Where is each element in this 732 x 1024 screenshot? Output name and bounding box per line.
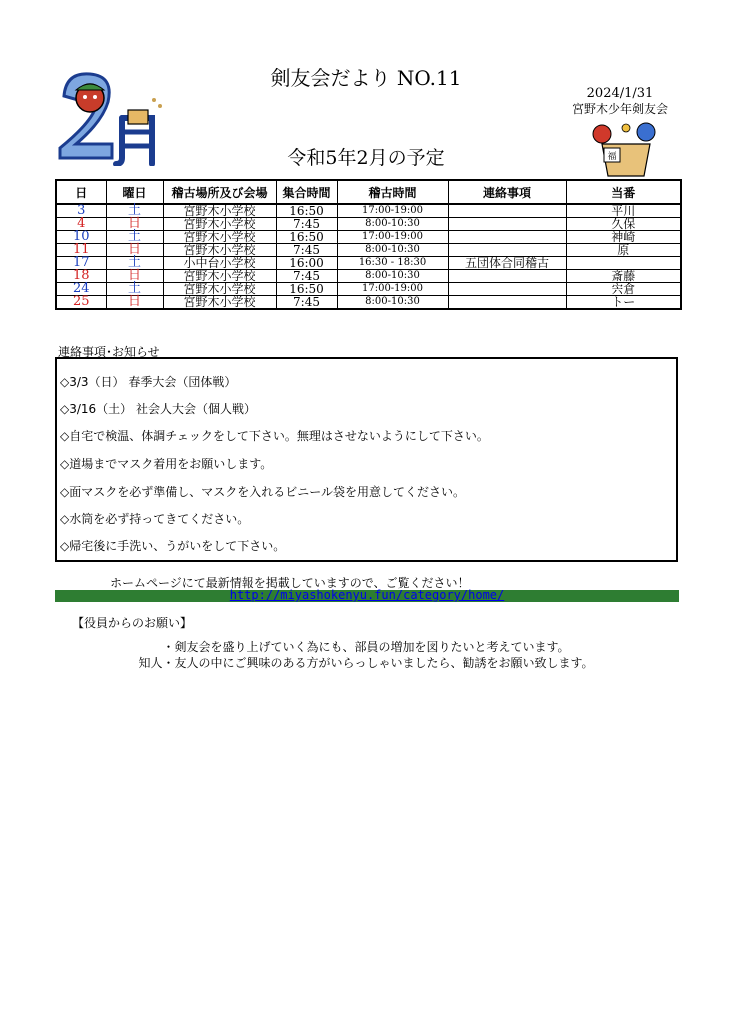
note-cell <box>448 270 566 283</box>
table-row <box>56 257 681 270</box>
practice-time-cell: 16:30 - 18:30 <box>337 257 448 270</box>
day-cell: 17 <box>56 257 106 270</box>
header-weekday: 曜日 <box>106 180 163 204</box>
duty-cell: 原 <box>566 244 681 257</box>
fuku-sign: 福 <box>607 152 617 162</box>
table-row <box>56 296 681 310</box>
practice-time-cell: 8:00-10:30 <box>337 244 448 257</box>
meet-time-cell: 16:50 <box>276 204 337 218</box>
officer-request-line: 知人・友人の中にご興味のある方がいらっしゃいましたら、勧誘をお願い致します。 <box>138 656 594 670</box>
table-header-row <box>56 180 681 204</box>
table-row <box>56 218 681 231</box>
practice-time-cell: 17:00-19:00 <box>337 231 448 244</box>
header-duty: 当番 <box>566 180 681 204</box>
duty-cell: 平川 <box>566 204 681 218</box>
table-row <box>56 204 681 218</box>
notice-item: ◇3/3（日） 春季大会（団体戦） <box>60 375 237 389</box>
bean-box-icon <box>128 110 148 124</box>
place-cell: 宮野木小学校 <box>163 283 276 296</box>
meet-time-cell: 16:50 <box>276 231 337 244</box>
header-notes: 連絡事項 <box>448 180 566 204</box>
day-cell: 24 <box>56 283 106 296</box>
meet-time-cell: 7:45 <box>276 218 337 231</box>
note-cell <box>448 244 566 257</box>
place-cell: 小中台小学校 <box>163 257 276 270</box>
weekday-cell: 日 <box>106 218 163 231</box>
place-cell: 宮野木小学校 <box>163 218 276 231</box>
newsletter-title: 剣友会だより NO.11 <box>270 66 462 90</box>
homepage-message: ホームページにて最新情報を掲載していますので、ご覧ください！ <box>110 576 470 590</box>
header-meet-time: 集合時間 <box>276 180 337 204</box>
duty-cell: 斎藤 <box>566 270 681 283</box>
place-cell: 宮野木小学校 <box>163 204 276 218</box>
weekday-cell: 土 <box>106 204 163 218</box>
day-cell: 10 <box>56 231 106 244</box>
weekday-cell: 土 <box>106 257 163 270</box>
weekday-cell: 土 <box>106 283 163 296</box>
notice-box <box>55 357 678 562</box>
place-cell: 宮野木小学校 <box>163 296 276 310</box>
weekday-cell: 土 <box>106 231 163 244</box>
meet-time-cell: 16:00 <box>276 257 337 270</box>
day-cell: 11 <box>56 244 106 257</box>
note-cell <box>448 204 566 218</box>
header-place: 稽古場所及び会場 <box>163 180 276 204</box>
meet-time-cell: 16:50 <box>276 283 337 296</box>
officer-request-heading: 【役員からのお願い】 <box>72 616 193 630</box>
organization-name: 宮野木少年剣友会 <box>571 102 668 116</box>
meet-time-cell: 7:45 <box>276 244 337 257</box>
practice-time-cell: 8:00-10:30 <box>337 270 448 283</box>
table-row <box>56 244 681 257</box>
note-cell <box>448 296 566 310</box>
day-cell: 3 <box>56 204 106 218</box>
notice-item: ◇3/16（土） 社会人大会（個人戦） <box>60 402 256 416</box>
notice-item: ◇自宅で検温、体調チェックをして下さい。無理はさせないようにして下さい。 <box>60 429 489 443</box>
table-row <box>56 283 681 296</box>
day-cell: 4 <box>56 218 106 231</box>
practice-time-cell: 17:00-19:00 <box>337 283 448 296</box>
practice-time-cell: 8:00-10:30 <box>337 218 448 231</box>
note-cell <box>448 231 566 244</box>
table-row <box>56 270 681 283</box>
place-cell: 宮野木小学校 <box>163 231 276 244</box>
schedule-title: 令和5年2月の予定 <box>287 147 445 169</box>
practice-time-cell: 17:00-19:00 <box>337 204 448 218</box>
notice-heading: 連絡事項･お知らせ <box>58 345 160 359</box>
notice-item: ◇帰宅後に手洗い、うがいをして下さい。 <box>60 539 286 553</box>
day-cell: 25 <box>56 296 106 310</box>
issue-date: 2024/1/31 <box>586 86 654 101</box>
duty-cell: 宍倉 <box>566 283 681 296</box>
officer-request-line: ・剣友会を盛り上げていく為にも、部員の増加を図りたいと考えています。 <box>162 640 570 654</box>
note-cell <box>448 218 566 231</box>
header-practice-time: 稽古時間 <box>337 180 448 204</box>
duty-cell: トー <box>566 296 681 310</box>
homepage-link[interactable]: http://miyashokenyu.fun/category/home/ <box>229 588 505 602</box>
table-row <box>56 231 681 244</box>
notice-item: ◇面マスクを必ず準備し、マスクを入れるビニール袋を用意してください。 <box>60 485 465 499</box>
meet-time-cell: 7:45 <box>276 270 337 283</box>
schedule-table <box>55 179 682 310</box>
note-cell <box>448 283 566 296</box>
duty-cell: 神崎 <box>566 231 681 244</box>
weekday-cell: 日 <box>106 244 163 257</box>
blue-oni-icon <box>637 123 655 141</box>
weekday-cell: 日 <box>106 296 163 310</box>
duty-cell: 久保 <box>566 218 681 231</box>
red-oni-icon <box>593 125 611 143</box>
weekday-cell: 日 <box>106 270 163 283</box>
practice-time-cell: 8:00-10:30 <box>337 296 448 310</box>
header-day: 日 <box>56 180 106 204</box>
notice-item: ◇道場までマスク着用をお願いします。 <box>60 457 273 471</box>
note-cell: 五団体合同稽古 <box>448 257 566 270</box>
day-cell: 18 <box>56 270 106 283</box>
duty-cell <box>566 257 681 270</box>
notice-item: ◇水筒を必ず持ってきてください。 <box>60 512 250 526</box>
meet-time-cell: 7:45 <box>276 296 337 310</box>
place-cell: 宮野木小学校 <box>163 270 276 283</box>
place-cell: 宮野木小学校 <box>163 244 276 257</box>
